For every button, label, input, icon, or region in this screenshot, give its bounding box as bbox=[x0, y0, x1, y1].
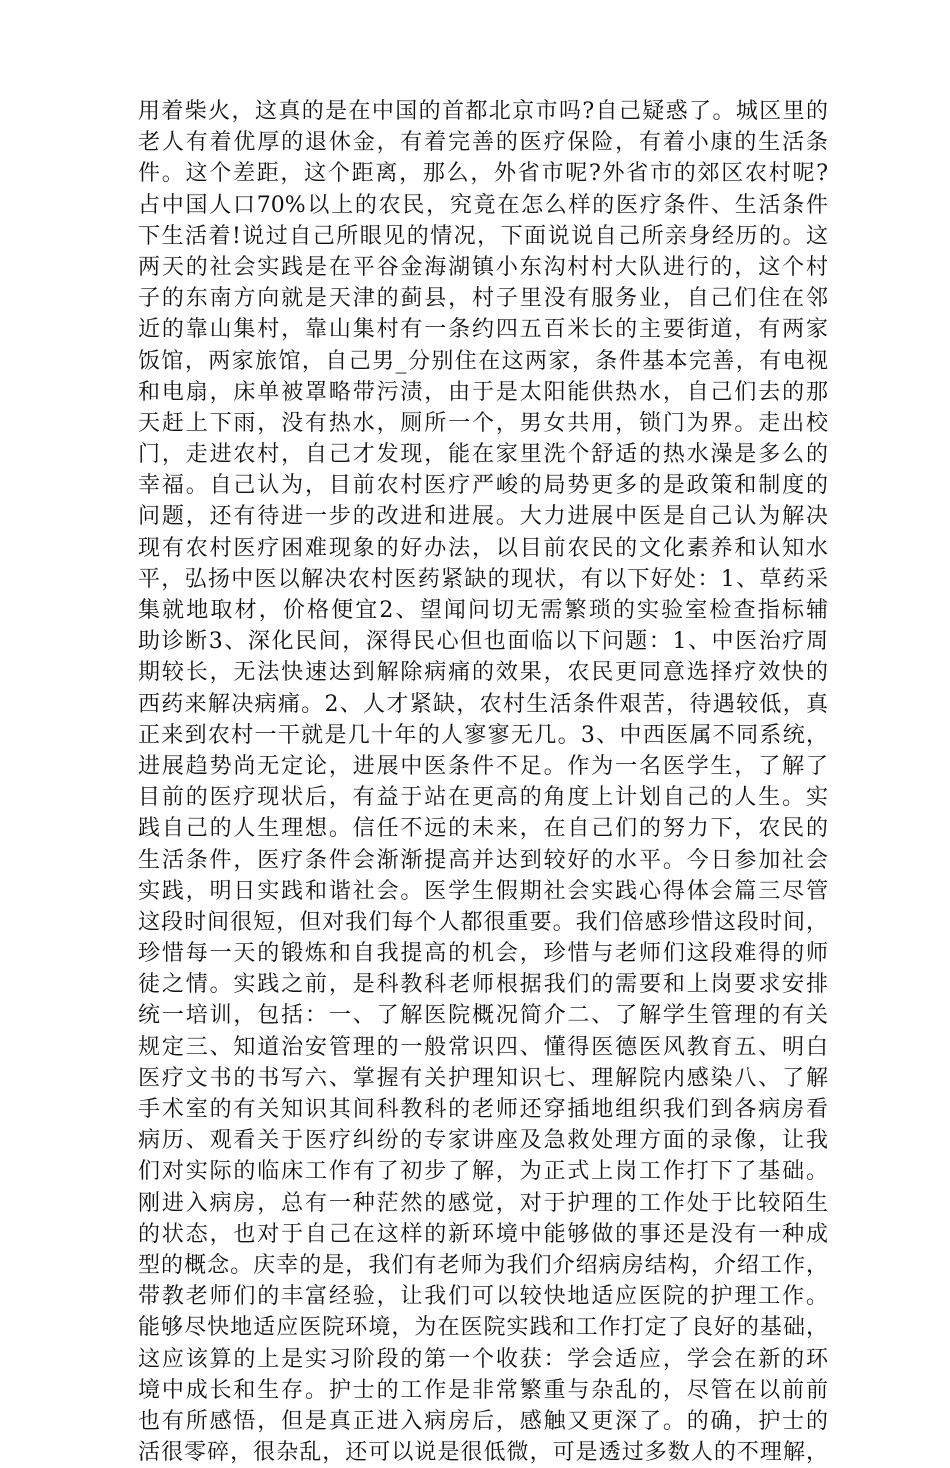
text-line: 问题，还有待进一步的改进和进展。大力进展中医是自己认为解决 bbox=[138, 504, 828, 530]
text-line: 饭馆，两家旅馆，自己男_分别住在这两家，条件基本完善，有电视 bbox=[138, 348, 828, 374]
text-line: 刚进入病房，总有一种茫然的感觉，对于护理的工作处于比较陌生 bbox=[138, 1190, 828, 1216]
text-line: 平，弘扬中医以解决农村医药紧缺的现状，有以下好处：1、草药采 bbox=[138, 566, 828, 592]
text-line: 门，走进农村，自己才发现，能在家里洗个舒适的热水澡是多么的 bbox=[138, 442, 828, 468]
text-line: 徒之情。实践之前，是科教科老师根据我们的需要和上岗要求安排 bbox=[138, 972, 828, 998]
text-line: 两天的社会实践是在平谷金海湖镇小东沟村村大队进行的，这个村 bbox=[138, 254, 828, 280]
text-line: 件。这个差距，这个距离，那么，外省市呢?外省市的郊区农村呢? bbox=[138, 161, 828, 187]
text-line: 和电扇，床单被罩略带污渍，由于是太阳能供热水，自己们去的那 bbox=[138, 379, 828, 405]
text-line: 进展趋势尚无定论，进展中医条件不足。作为一名医学生，了解了 bbox=[138, 753, 828, 779]
text-line: 带教老师们的丰富经验，让我们可以较快地适应医院的护理工作。 bbox=[138, 1284, 828, 1310]
text-line: 天赶上下雨，没有热水，厕所一个，男女共用，锁门为界。走出校 bbox=[138, 410, 828, 436]
text-line: 集就地取材，价格便宜2、望闻问切无需繁琐的实验室检查指标辅 bbox=[138, 598, 828, 623]
text-line: 病历、观看关于医疗纠纷的专家讲座及急救处理方面的录像，让我 bbox=[138, 1128, 828, 1154]
text-line: 践自己的人生理想。信任不远的未来，在自己们的努力下，农民的 bbox=[138, 816, 828, 842]
body-text bbox=[138, 96, 828, 1468]
text-line: 也有所感悟，但是真正进入病房后，感触又更深了。的确，护士的 bbox=[138, 1408, 828, 1434]
text-line: 型的概念。庆幸的是，我们有老师为我们介绍病房结构，介绍工作， bbox=[138, 1252, 828, 1278]
text-line: 珍惜每一天的锻炼和自我提高的机会，珍惜与老师们这段难得的师 bbox=[138, 941, 828, 967]
text-line: 这段时间很短，但对我们每个人都很重要。我们倍感珍惜这段时间， bbox=[138, 909, 828, 935]
text-line: 统一培训，包括：一、了解医院概况简介二、了解学生管理的有关 bbox=[138, 1003, 828, 1029]
text-line: 活很零碎，很杂乱，还可以说是很低微，可是透过多数人的不理解， bbox=[138, 1440, 828, 1466]
text-line: 占中国人口70%以上的农民，究竟在怎么样的医疗条件、生活条件 bbox=[138, 192, 828, 218]
text-line: 规定三、知道治安管理的一般常识四、懂得医德医风教育五、明白 bbox=[138, 1034, 828, 1060]
text-line: 幸福。自己认为，目前农村医疗严峻的局势更多的是政策和制度的 bbox=[138, 473, 828, 499]
text-line: 正来到农村一干就是几十年的人寥寥无几。3、中西医属不同系统， bbox=[138, 722, 828, 748]
text-line: 下生活着!说过自己所眼见的情况，下面说说自己所亲身经历的。这 bbox=[138, 223, 828, 249]
text-line: 用着柴火，这真的是在中国的首都北京市吗?自己疑惑了。城区里的 bbox=[138, 99, 828, 124]
text-line: 手术室的有关知识其间科教科的老师还穿插地组织我们到各病房看 bbox=[138, 1097, 828, 1122]
text-line: 生活条件，医疗条件会渐渐提高并达到较好的水平。今日参加社会 bbox=[138, 847, 828, 873]
text-line: 助诊断3、深化民间，深得民心但也面临以下问题：1、中医治疗周 bbox=[138, 629, 828, 655]
text-line: 老人有着优厚的退休金，有着完善的医疗保险，有着小康的生活条 bbox=[138, 130, 828, 156]
text-line: 目前的医疗现状后，有益于站在更高的角度上计划自己的人生。实 bbox=[138, 785, 828, 811]
text-line: 的状态，也对于自己在这样的新环境中能够做的事还是没有一种成 bbox=[138, 1221, 828, 1247]
text-line: 们对实际的临床工作有了初步了解，为正式上岗工作打下了基础。 bbox=[138, 1159, 828, 1185]
text-line: 境中成长和生存。护士的工作是非常繁重与杂乱的，尽管在以前前 bbox=[138, 1377, 828, 1403]
text-line: 实践，明日实践和谐社会。医学生假期社会实践心得体会篇三尽管 bbox=[138, 878, 828, 904]
text-line: 现有农村医疗困难现象的好办法，以目前农民的文化素养和认知水 bbox=[138, 535, 828, 561]
text-line: 期较长，无法快速达到解除病痛的效果，农民更同意选择疗效快的 bbox=[138, 660, 828, 686]
text-line: 近的靠山集村，靠山集村有一条约四五百米长的主要街道，有两家 bbox=[138, 317, 828, 343]
text-line: 医疗文书的书写六、掌握有关护理知识七、理解院内感染八、了解 bbox=[138, 1065, 828, 1091]
text-line: 子的东南方向就是天津的蓟县，村子里没有服务业，自己们住在邻 bbox=[138, 286, 828, 312]
text-line: 这应该算的上是实习阶段的第一个收获：学会适应，学会在新的环 bbox=[138, 1346, 828, 1372]
text-line: 西药来解决病痛。2、人才紧缺，农村生活条件艰苦，待遇较低，真 bbox=[138, 691, 828, 717]
text-line: 能够尽快地适应医院环境，为在医院实践和工作打定了良好的基础， bbox=[138, 1315, 828, 1341]
